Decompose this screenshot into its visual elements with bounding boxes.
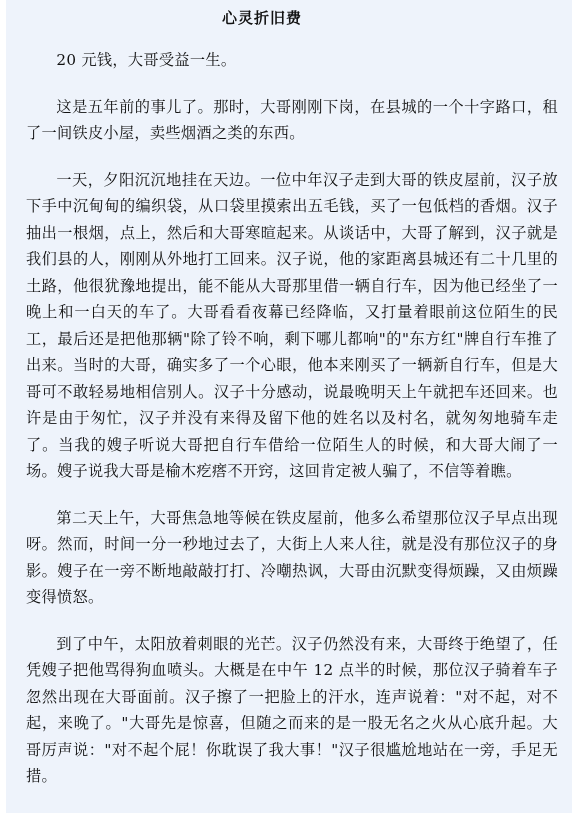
- article-title: 心灵折旧费: [221, 9, 302, 27]
- paragraph-2: 这是五年前的事儿了。那时，大哥刚刚下岗，在县城的一个十字路口，租了一间铁皮小屋，卖些烟酒之类的东西。: [26, 97, 558, 142]
- paragraph-5: 到了中午，太阳放着刺眼的光芒。汉子仍然没有来，大哥终于绝望了，任凭嫂子把他骂得狗血喷头。大概是在中午 12 点半的时候，那位汉子骑着车子忽然出现在大哥面前。汉子擦了一把脸上的汗水，连声说着："对不起，对不起，来晚了。"大哥先是惊喜，但随之而来的是一股无名之火从心底升起。大哥厉声说："对不起个屁！你耽误了我大事！"汉子很尴尬地站在一旁，手足无措。: [26, 634, 558, 785]
- paragraph-1: 20 元钱，大哥受益一生。: [56, 51, 237, 69]
- paragraph-4: 第二天上午，大哥焦急地等候在铁皮屋前，他多么希望那位汉子早点出现呀。然而，时间一分一秒地过去了，大街上人来人往，就是没有那位汉子的身影。嫂子在一旁不断地敲敲打打、冷嘲热讽，大哥由沉默变得烦躁，又由烦躁变得愤怒。: [26, 508, 558, 606]
- paragraph-3: 一天，夕阳沉沉地挂在天边。一位中年汉子走到大哥的铁皮屋前，汉子放下手中沉甸甸的编织袋，从口袋里摸索出五毛钱，买了一包低档的香烟。汉子抽出一根烟，点上，然后和大哥寒暄起来。从谈话中，大哥了解到，汉子就是我们县的人，刚刚从外地打工回来。汉子说，他的家距离县城还有二十几里的土路，他很犹豫地提出，能不能从大哥那里借一辆自行车，因为他已经坐了一晚上和一白天的车了。大哥看看夜幕已经降临，又打量着眼前这位陌生的民工，最后还是把他那辆"除了铃不响，剩下哪儿都响"的"东方红"牌自行车推了出来。当时的大哥，确实多了一个心眼，他本来刚买了一辆新自行车，但是大哥可不敢轻易地相信别人。汉子十分感动，说最晚明天上午就把车还回来。也许是由于匆忙，汉子并没有来得及留下他的姓名以及村名，就匆匆地骑车走了。当我的嫂子听说大哥把自行车借给一位陌生人的时候，和大哥大闹了一场。嫂子说我大哥是榆木疙瘩不开窍，这回肯定被人骗了，不信等着瞧。: [26, 170, 558, 480]
- document-page: [6, 0, 572, 813]
